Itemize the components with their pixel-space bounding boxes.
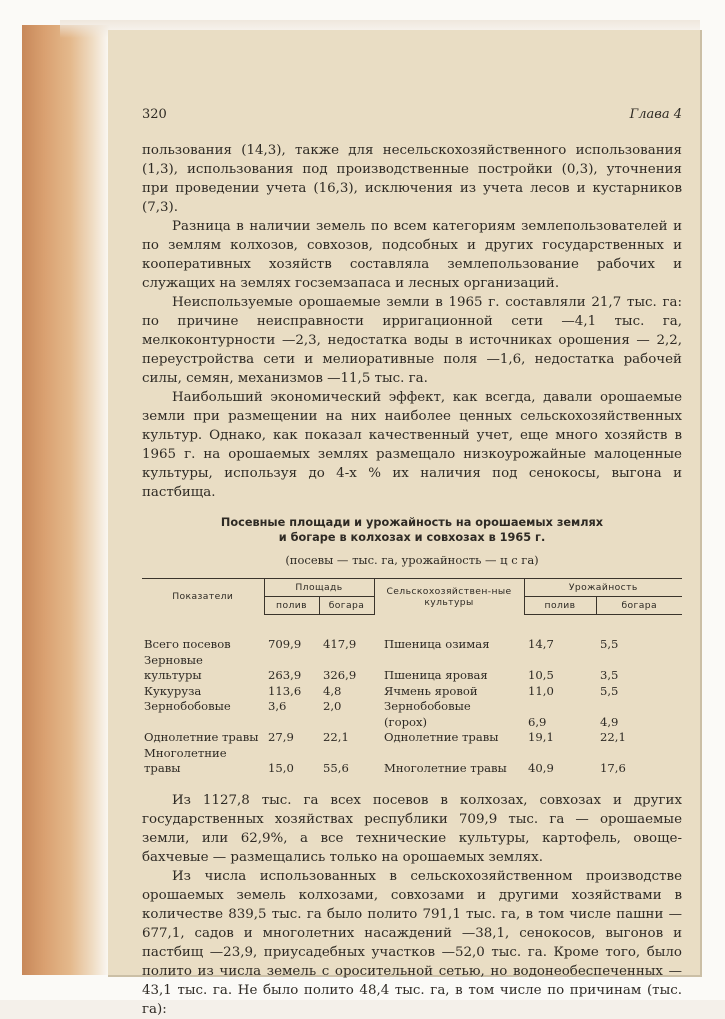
- chapter-title: Глава 4: [629, 107, 682, 122]
- cell-indicator: [142, 715, 264, 731]
- table-row: [142, 699, 682, 715]
- cell-area-irrigated: 3,6: [268, 699, 287, 713]
- cell-crop: Многолетние травы: [384, 761, 507, 775]
- cell-yield-irrigated: 6,9: [528, 714, 547, 729]
- table-row: [142, 715, 682, 731]
- table-row: [142, 653, 682, 684]
- cell-crop: Ячмень яровой: [384, 683, 478, 698]
- header-yield: Урожайность: [524, 579, 682, 597]
- cell-area-irrigated: 113,6: [268, 683, 302, 698]
- header-area-rainfed: богара: [319, 597, 374, 615]
- table-row: [142, 730, 682, 746]
- cell-crop: Пшеница озимая: [384, 637, 490, 651]
- cell-indicator: Кукуруза: [144, 683, 202, 698]
- cell-area-irrigated: [264, 715, 319, 731]
- cell-indicator: Зернобобовые: [144, 699, 231, 713]
- cell-yield-rainfed: 3,5: [600, 668, 619, 682]
- book-spine-shadow: [22, 25, 110, 975]
- cell-yield-rainfed: 4,9: [600, 714, 619, 729]
- cell-area-irrigated: 263,9: [268, 668, 302, 682]
- cell-area-rainfed: 4,8: [323, 683, 342, 698]
- table-row: [142, 684, 682, 700]
- paragraph: Разница в наличии земель по всем категориям землепользователей и по землям колхозов, совхозов, подсобных и других государственных и кооперативных хозяйств составляла землепользование рабочих и служащих на землях госземзапаса и лесных организаций.: [142, 219, 682, 291]
- data-table: [142, 578, 682, 777]
- header-area-irrigated: полив: [264, 597, 319, 615]
- paragraph: Из числа использованных в сельскохозяйственном производстве орошаемых земель колхозами, совхозами и другими хозяйствами в количестве 839,5 тыс. га было полито 791,1 тыс. га, в том числе пашни —677,1, садов и многолетних насаждений —38,1, сенокосов, выгонов и пастбищ —23,9, приусадебных участков —52,0 тыс. га. Кроме того, было полито из числа земель с оросительной сетью, но водонеобеспеченных —43,1 тыс. га. Не было полито 48,4 тыс. га, в том числе по причинам (тыс. га):: [142, 868, 682, 1017]
- cell-indicator: Многолетние травы: [144, 745, 227, 775]
- table-row: [142, 615, 682, 653]
- table-title: [142, 515, 682, 545]
- header-yield-rainfed: богара: [596, 597, 682, 615]
- cell-yield-irrigated: 40,9: [528, 761, 554, 775]
- cell-area-irrigated: 709,9: [268, 637, 302, 651]
- cell-area-rainfed: [319, 715, 374, 731]
- paragraph: Из 1127,8 тыс. га всех посевов в колхозах, совхозах и других государственных хозяйствах республики 709,9 тыс. га — орошаемые земли, или 62,9%, а все технические культуры, картофель, овоще-бахчевые — размещались только на орошаемых землях.: [142, 792, 682, 865]
- header-yield-irrigated: полив: [524, 597, 596, 615]
- book-page: [108, 30, 702, 1017]
- header-area: Площадь: [264, 579, 374, 597]
- cell-yield-rainfed: 17,6: [600, 761, 626, 775]
- header-indicators: Показатели: [142, 579, 264, 615]
- cell-yield-irrigated: 11,0: [528, 683, 554, 698]
- cell-indicator: Однолетние травы: [144, 730, 259, 744]
- text-block-top: [142, 141, 682, 502]
- text-block-bottom: [142, 791, 682, 1019]
- cell-area-rainfed: 417,9: [323, 637, 357, 651]
- cell-yield-irrigated: 10,5: [528, 668, 554, 682]
- cell-yield-irrigated: 19,1: [528, 730, 554, 744]
- paragraph: Наибольший экономический эффект, как всегда, давали орошаемые земли при размещении на них наиболее ценных сельскохозяйственных культур. Однако, как показал качественный учет, еще много хозяйств в 1965 г. на орошаемых землях размещало низкоурожайные малоценные культуры, используя до 4-х % их наличия под сенокосы, выгона и пастбища.: [142, 390, 682, 500]
- cell-yield-irrigated: 14,7: [528, 637, 554, 651]
- cell-yield-rainfed: 5,5: [600, 683, 619, 698]
- cell-yield-rainfed: [596, 699, 682, 715]
- cell-yield-rainfed: 22,1: [600, 730, 626, 744]
- running-header: [142, 107, 682, 122]
- cell-indicator: Всего посевов: [144, 637, 231, 651]
- cell-area-irrigated: 15,0: [268, 761, 294, 775]
- cell-area-rainfed: 55,6: [323, 761, 349, 775]
- table-title-line: и богаре в колхозах и совхозах в 1965 г.: [278, 531, 546, 544]
- cell-yield-irrigated: [524, 699, 596, 715]
- cell-crop: Зернобобовые: [384, 699, 471, 713]
- paragraph: пользования (14,3), также для несельскохозяйственного использования (1,3), использования под производственные постройки (0,3), уточнения при проведении учета (16,3), исключения из учета лесов и кустарников (7,3).: [142, 143, 682, 215]
- table-title-line: Посевные площади и урожайность на орошаемых землях: [220, 516, 604, 529]
- cell-indicator: Зерновые культуры: [144, 652, 203, 682]
- cell-area-rainfed: 326,9: [323, 668, 357, 682]
- cell-crop: Пшеница яровая: [384, 668, 488, 682]
- table-row: [142, 746, 682, 777]
- page-content: [142, 107, 682, 1019]
- cell-area-rainfed: 22,1: [323, 730, 349, 744]
- page-number: 320: [142, 107, 167, 122]
- paragraph: Неиспользуемые орошаемые земли в 1965 г. составляли 21,7 тыс. га: по причине неисправности ирригационной сети —4,1 тыс. га, мелкоконтурности —2,3, недостатка воды в источниках орошения — 2,2, переустройства сети и мелиоративные поля —1,6, недостатка рабочей силы, семян, механизмов —11,5 тыс. га.: [142, 295, 682, 386]
- header-crops: Сельскохозяйствен-ные культуры: [374, 579, 524, 615]
- cell-yield-rainfed: 5,5: [600, 637, 619, 651]
- cell-area-rainfed: 2,0: [323, 699, 342, 713]
- cell-crop: (горох): [384, 714, 428, 729]
- cell-crop: Однолетние травы: [384, 730, 499, 744]
- table-units: (посевы — тыс. га, урожайность — ц с га): [285, 553, 539, 567]
- cell-area-irrigated: 27,9: [268, 730, 294, 744]
